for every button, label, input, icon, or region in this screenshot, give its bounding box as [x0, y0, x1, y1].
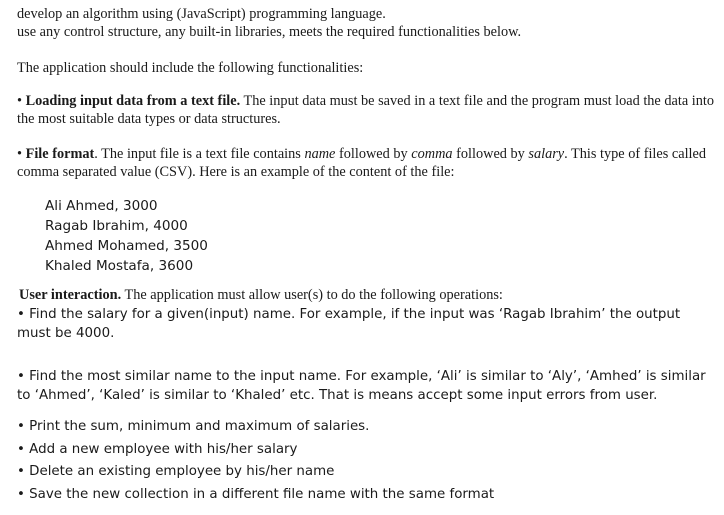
loading-title: Loading input data from a text file.: [25, 93, 241, 109]
find-salary-item: • Find the salary for a given(input) name. For example, if the input was ‘Ragab Ibrahim’ the output must be 4000.: [17, 307, 681, 341]
file-format-title: File format: [25, 146, 95, 162]
file-format-requirement: [17, 145, 714, 181]
list-item: • Print the sum, minimum and maximum of salaries.: [17, 419, 370, 434]
csv-line: Ragab Ibrahim, 4000: [45, 218, 188, 234]
csv-line: Ahmed Mohamed, 3500: [45, 238, 208, 254]
intro: [17, 5, 714, 41]
bullet: •: [17, 146, 23, 162]
operations-list: [17, 416, 714, 506]
file-format-text-2: followed by: [335, 146, 412, 162]
intro-line-2: use any control structure, any built-in libraries, meets the required functionalities below.: [17, 24, 522, 40]
csv-example: [45, 196, 208, 276]
csv-line: Ali Ahmed, 3000: [45, 198, 158, 214]
name-term: name: [304, 146, 336, 162]
bullet: •: [17, 93, 23, 109]
requirements-heading: The application should include the following functionalities:: [17, 60, 364, 76]
file-format-text-3: followed by: [452, 146, 529, 162]
salary-term: salary: [528, 146, 565, 162]
list-item: • Save the new collection in a different file name with the same format: [17, 486, 495, 502]
loading-requirement: [17, 92, 714, 128]
file-format-text-1: . The input file is a text file contains: [94, 146, 305, 162]
file-format-text-4: . This type of files called comma separated value (CSV). Here is an example of the content of the file:: [17, 146, 707, 180]
intro-line-1: develop an algorithm using (JavaScript) programming language.: [17, 6, 386, 22]
user-interaction-heading: [19, 286, 714, 304]
similar-name-item: • Find the most similar name to the input name. For example, ‘Ali’ is similar to ‘Aly’, ‘Amhed’ is similar to ‘Ahmed’, ‘Kaled’ is similar to ‘Khaled’ etc. That is means accept some input errors from user.: [17, 369, 706, 403]
user-interaction-title: User interaction.: [19, 287, 122, 303]
list-item: • Delete an existing employee by his/her name: [17, 464, 335, 479]
user-interaction-text: The application must allow user(s) to do the following operations:: [121, 287, 503, 303]
loading-text: The input data must be saved in a text file and the program must load the data into the most suitable data types or data structures.: [17, 93, 714, 127]
list-item: • Add a new employee with his/her salary: [17, 441, 298, 457]
comma-term: comma: [411, 146, 453, 162]
csv-line: Khaled Mostafa, 3600: [45, 258, 194, 274]
